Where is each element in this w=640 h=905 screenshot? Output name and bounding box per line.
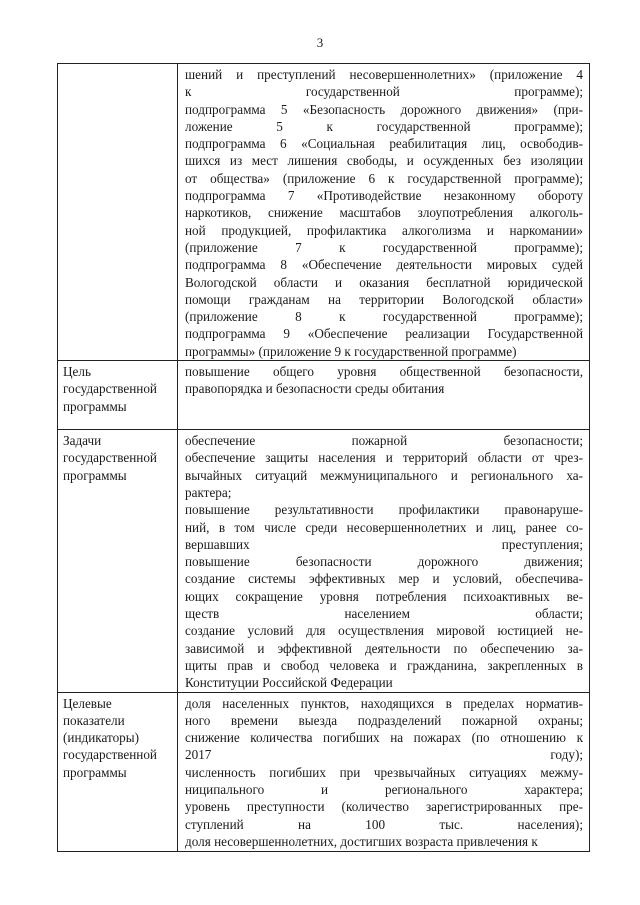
text-line: создание системы эффективных мер и условий, обеспечива- — [185, 571, 583, 587]
table-row-goal — [58, 361, 590, 430]
text-line: Цель — [63, 364, 91, 380]
row-value-subprograms — [178, 64, 590, 361]
text-line: 2017 году); — [185, 747, 583, 763]
text-line: ной продукцией, профилактика алкоголизма и наркомании» — [185, 222, 583, 238]
text-line: Конституции Российской Федерации — [185, 675, 393, 691]
text-line: государственной — [63, 747, 157, 763]
text-line: шений и преступлений несовершеннолетних» (приложение 4 — [185, 67, 583, 82]
text-line: к государственной программе); — [185, 84, 583, 100]
text-line: (индикаторы) — [63, 730, 140, 746]
text-line: повышение безопасности дорожного движения; — [185, 554, 583, 570]
text-line: ний, в том числе среди несовершеннолетних и лиц, ранее со- — [185, 519, 583, 535]
text-line: шихся из мест лишения свободы, и осужденных без изоляции — [185, 153, 583, 169]
row-label-empty — [58, 64, 178, 361]
row-label-indicators — [58, 692, 178, 851]
text-line: подпрограмма 8 «Обеспечение деятельности мировых судей — [185, 257, 583, 273]
text-line: программы — [63, 467, 127, 483]
text-line: ниципального и регионального характера; — [185, 781, 583, 797]
text-line: правопорядка и безопасности среды обитания — [185, 381, 445, 397]
row-label-goal — [58, 361, 178, 430]
text-line: (приложение 8 к государственной программе); — [185, 309, 583, 325]
text-line: программы — [63, 398, 127, 414]
text-line: доля населенных пунктов, находящихся в пределах норматив- — [185, 695, 583, 711]
text-line: Задачи — [63, 433, 102, 449]
text-line: подпрограмма 7 «Противодействие незаконному обороту — [185, 188, 583, 204]
table-row-indicators — [58, 692, 590, 851]
text-line: вершавших преступления; — [185, 536, 583, 552]
text-line: показатели — [63, 712, 125, 728]
text-line: численность погибших при чрезвычайных ситуациях межму- — [185, 764, 583, 780]
row-value-goal — [178, 361, 590, 430]
text-line: ющих сокращение уровня потребления психоактивных ве- — [185, 588, 583, 604]
text-line: доля несовершеннолетних, достигших возраста привлечения к — [185, 833, 538, 849]
page-number: 3 — [316, 35, 324, 50]
text-line: уровень преступности (количество зарегистрированных пре- — [185, 799, 583, 815]
text-line: (приложение 7 к государственной программе); — [185, 239, 583, 255]
text-line: повышение результативности профилактики правонаруше- — [185, 502, 583, 518]
row-label-tasks — [58, 430, 178, 692]
text-line: обеспечение пожарной безопасности; — [185, 433, 583, 449]
table-row-tasks — [58, 430, 590, 692]
text-line: снижение количества погибших на пожарах (по отношению к — [185, 730, 583, 746]
text-line: наркотиков, снижение масштабов злоупотребления алкоголь- — [185, 205, 583, 221]
text-line: повышение общего уровня общественной безопасности, — [185, 364, 583, 380]
text-line: программы» (приложение 9 к государственной программе) — [185, 343, 517, 359]
text-line: подпрограмма 9 «Обеспечение реализации Государственной — [185, 326, 583, 342]
text-line: щиты прав и свобод человека и гражданина, закрепленных в — [185, 657, 583, 673]
table-row-subprograms — [58, 64, 590, 361]
text-line: программы — [63, 764, 127, 780]
text-line: вычайных ситуаций межмуниципального и регионального ха- — [185, 467, 583, 483]
text-line: создание условий для осуществления мировой юстицией не- — [185, 623, 583, 639]
text-line: подпрограмма 5 «Безопасность дорожного движения» (при- — [185, 101, 583, 117]
text-line: зависимой и эффективной деятельности по обеспечению за- — [185, 640, 583, 656]
text-line: помощи гражданам на территории Вологодской области» — [185, 291, 583, 307]
text-line: обеспечение защиты населения и территорий области от чрез- — [185, 450, 583, 466]
text-line: рактера; — [185, 484, 232, 500]
text-line: ного времени выезда подразделений пожарной охраны; — [185, 712, 583, 728]
text-line: государственной — [63, 381, 157, 397]
text-line: подпрограмма 6 «Социальная реабилитация лиц, освободив- — [185, 136, 583, 152]
text-line: от общества» (приложение 6 к государственной программе); — [185, 170, 583, 186]
row-value-tasks — [178, 430, 590, 692]
text-line: ложение 5 к государственной программе); — [185, 118, 583, 134]
text-line: ществ населением области; — [185, 606, 583, 622]
text-line: Вологодской области и оказания бесплатной юридической — [185, 274, 583, 290]
text-line: государственной — [63, 450, 157, 466]
program-passport-table — [57, 63, 590, 852]
text-line: Целевые — [63, 695, 112, 711]
text-line: ступлений на 100 тыс. населения); — [185, 816, 583, 832]
row-value-indicators — [178, 692, 590, 851]
